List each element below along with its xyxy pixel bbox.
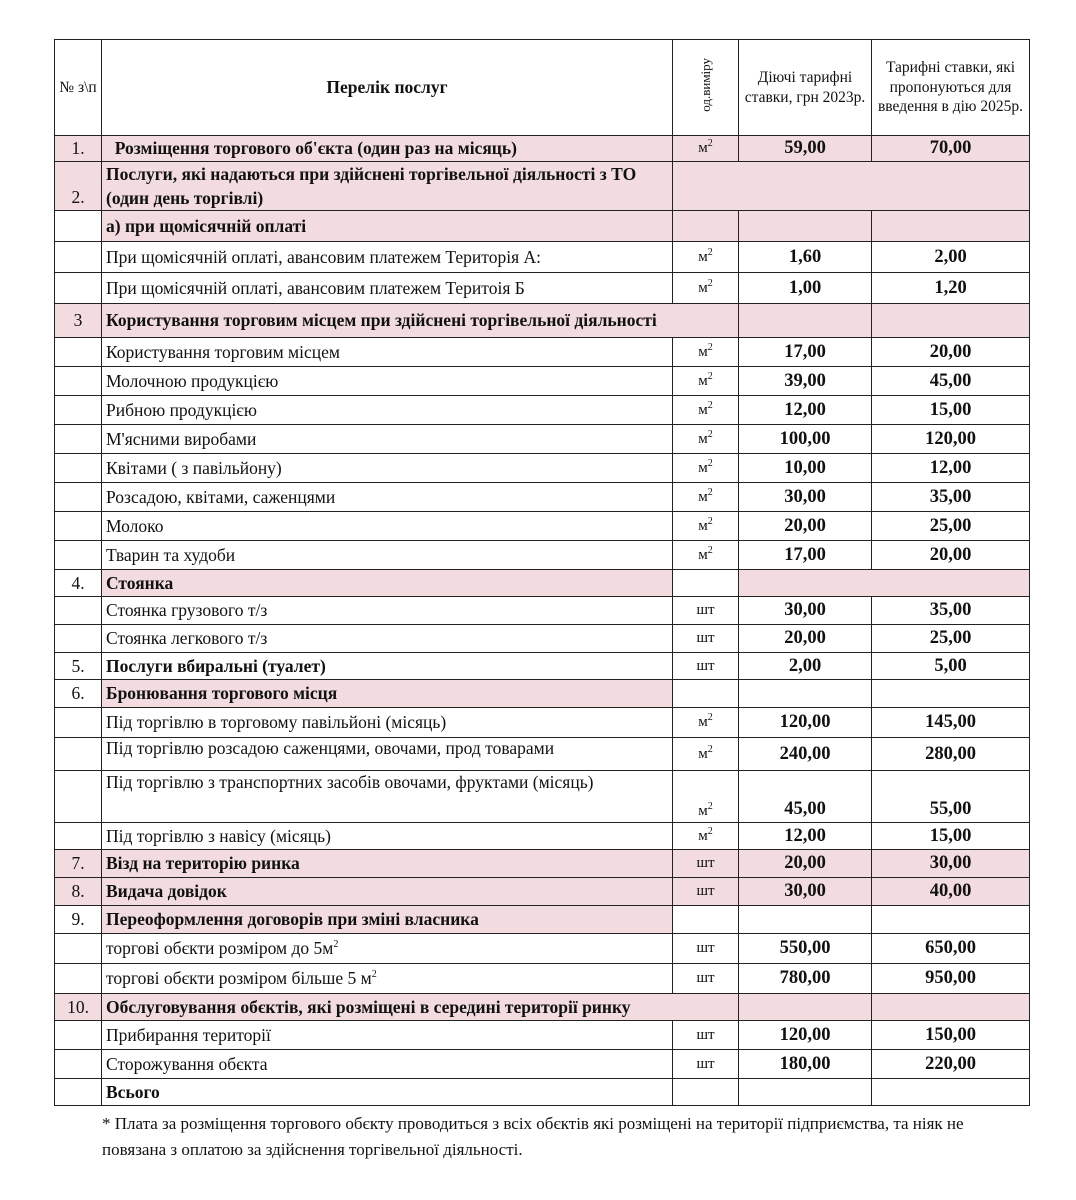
row-proposed-rate: 15,00	[872, 823, 1030, 850]
unit-m: м	[698, 803, 708, 819]
unit-exp: 2	[707, 399, 713, 411]
table-row	[55, 273, 1030, 304]
row-service: М'ясними виробами	[102, 425, 673, 454]
header-num: № з\п	[55, 40, 102, 136]
row-proposed-rate: 25,00	[872, 625, 1030, 653]
row-num	[55, 771, 102, 823]
unit-exp: 2	[707, 743, 713, 755]
row-proposed-rate: 2,00	[872, 242, 1030, 273]
row-num	[55, 708, 102, 738]
row-num: 7.	[55, 850, 102, 878]
row-service: Під торгівлю з навісу (місяць)	[102, 823, 673, 850]
row-unit: шт	[673, 1021, 739, 1050]
row-proposed-rate	[872, 680, 1030, 708]
row-current-rate: 12,00	[739, 823, 872, 850]
row-current-rate: 17,00	[739, 338, 872, 367]
row-service: Переоформлення договорів при зміні власника	[102, 906, 673, 934]
row-service: Під торгівлю в торговому павільйоні (місяць)	[102, 708, 673, 738]
row-num	[55, 425, 102, 454]
row-service: Сторожування обєкта	[102, 1050, 673, 1079]
row-service	[102, 934, 673, 964]
row-proposed-rate: 650,00	[872, 934, 1030, 964]
row-proposed-rate: 45,00	[872, 367, 1030, 396]
row-service-exp: 2	[371, 969, 377, 981]
row-current-rate: 30,00	[739, 878, 872, 906]
row-current-rate	[739, 994, 872, 1021]
row-unit	[673, 396, 739, 425]
unit-m: м	[698, 430, 708, 447]
row-num	[55, 1050, 102, 1079]
table-row	[55, 211, 1030, 242]
unit-exp: 2	[707, 801, 713, 812]
row-current-rate: 20,00	[739, 850, 872, 878]
row-current-rate: 30,00	[739, 483, 872, 512]
row-proposed-rate: 220,00	[872, 1050, 1030, 1079]
row-service: Візд на територію ринка	[102, 850, 673, 878]
table-row	[55, 242, 1030, 273]
row-proposed-rate: 35,00	[872, 483, 1030, 512]
row-unit	[673, 338, 739, 367]
row-service: Квітами ( з павільйону)	[102, 454, 673, 483]
header-unit	[673, 40, 739, 136]
row-num	[55, 273, 102, 304]
row-service: Всього	[102, 1079, 673, 1106]
row-unit: шт	[673, 625, 739, 653]
header-service-list: Перелік послуг	[102, 40, 673, 136]
unit-m: м	[698, 745, 708, 762]
row-service: Послуги вбиральні (туалет)	[102, 653, 673, 680]
row-service: Розсадою, квітами, саженцями	[102, 483, 673, 512]
table-row	[55, 994, 1030, 1021]
table-row	[55, 454, 1030, 483]
row-num	[55, 338, 102, 367]
row-unit	[673, 680, 739, 708]
row-current-rate	[739, 211, 872, 242]
row-unit	[673, 136, 739, 162]
row-proposed-rate	[872, 211, 1030, 242]
unit-exp: 2	[707, 457, 713, 469]
table-row	[55, 338, 1030, 367]
table-row	[55, 708, 1030, 738]
row-unit	[673, 738, 739, 771]
table-row	[55, 625, 1030, 653]
row-proposed-rate: 12,00	[872, 454, 1030, 483]
row-current-rate: 39,00	[739, 367, 872, 396]
row-service-exp: 2	[333, 939, 339, 951]
row-current-rate: 120,00	[739, 708, 872, 738]
table-row	[55, 570, 1030, 597]
unit-m: м	[698, 248, 708, 265]
row-num	[55, 597, 102, 625]
row-service: а) при щомісячній оплаті	[102, 211, 673, 242]
row-num	[55, 454, 102, 483]
row-num	[55, 541, 102, 570]
row-unit	[673, 823, 739, 850]
row-current-rate: 1,00	[739, 273, 872, 304]
row-service: Стоянка легкового т/з	[102, 625, 673, 653]
table-header-row	[55, 40, 1030, 136]
row-current-rate: 120,00	[739, 1021, 872, 1050]
row-unit	[673, 242, 739, 273]
row-proposed-rate	[872, 1079, 1030, 1106]
table-row	[55, 304, 1030, 338]
row-proposed-rate: 150,00	[872, 1021, 1030, 1050]
row-proposed-rate: 5,00	[872, 653, 1030, 680]
row-proposed-rate: 280,00	[872, 738, 1030, 771]
row-num	[55, 934, 102, 964]
unit-m: м	[698, 459, 708, 476]
unit-exp: 2	[707, 341, 713, 353]
tariff-table	[54, 39, 1030, 1106]
unit-exp: 2	[707, 712, 713, 723]
row-proposed-rate: 120,00	[872, 425, 1030, 454]
row-proposed-rate: 950,00	[872, 964, 1030, 994]
row-current-rate: 240,00	[739, 738, 872, 771]
row-current-rate: 1,60	[739, 242, 872, 273]
row-num: 2.	[55, 162, 102, 211]
row-proposed-rate: 30,00	[872, 850, 1030, 878]
row-service: Бронювання торгового місця	[102, 680, 673, 708]
row-proposed-rate	[872, 994, 1030, 1021]
row-service: Прибирання території	[102, 1021, 673, 1050]
unit-exp: 2	[707, 825, 713, 837]
row-num	[55, 367, 102, 396]
row-current-rate	[739, 680, 872, 708]
row-current-rate: 20,00	[739, 625, 872, 653]
row-num	[55, 211, 102, 242]
row-num	[55, 396, 102, 425]
row-current-rate: 20,00	[739, 512, 872, 541]
unit-exp: 2	[707, 486, 713, 498]
row-service: При щомісячній оплаті, авансовим платежем Територія А:	[102, 242, 673, 273]
row-unit	[673, 1079, 739, 1106]
table-row	[55, 738, 1030, 771]
unit-m: м	[698, 140, 708, 156]
row-unit	[673, 708, 739, 738]
row-proposed-rate: 25,00	[872, 512, 1030, 541]
row-unit	[673, 454, 739, 483]
unit-exp: 2	[707, 428, 713, 440]
unit-exp: 2	[707, 370, 713, 382]
row-num: 9.	[55, 906, 102, 934]
row-num	[55, 738, 102, 771]
row-service: Користування торговим місцем при здійснені торгівельної діяльності	[102, 304, 739, 338]
row-proposed-rate: 70,00	[872, 136, 1030, 162]
table-row	[55, 934, 1030, 964]
table-row	[55, 1050, 1030, 1079]
row-num: 10.	[55, 994, 102, 1021]
footnote: * Плата за розміщення торгового обєкту проводиться з всіх обєктів які розміщені на території підприємства, та ніяк не повязана з оплатою за здійснення торгівельної діяльності.	[102, 1114, 964, 1159]
table-row	[55, 367, 1030, 396]
table-row	[55, 964, 1030, 994]
row-num	[55, 242, 102, 273]
row-current-rate: 100,00	[739, 425, 872, 454]
row-unit: шт	[673, 850, 739, 878]
row-service: Молочною продукцією	[102, 367, 673, 396]
row-current-rate: 180,00	[739, 1050, 872, 1079]
row-proposed-rate: 20,00	[872, 541, 1030, 570]
table-row	[55, 878, 1030, 906]
table-row	[55, 483, 1030, 512]
row-current-rate	[739, 1079, 872, 1106]
row-service: Послуги, які надаються при здійснені торгівельної діяльності з ТО (один день торгівлі)	[102, 162, 673, 211]
row-current-rate	[739, 906, 872, 934]
row-num: 4.	[55, 570, 102, 597]
row-num	[55, 964, 102, 994]
row-service: Тварин та худоби	[102, 541, 673, 570]
row-blank	[739, 570, 1030, 597]
row-unit: шт	[673, 964, 739, 994]
row-num: 8.	[55, 878, 102, 906]
row-service: Під торгівлю з транспортних засобів овочами, фруктами (місяць)	[102, 771, 673, 823]
table-row-total	[55, 1079, 1030, 1106]
unit-m: м	[698, 279, 708, 296]
row-unit	[673, 541, 739, 570]
row-num	[55, 1079, 102, 1106]
row-unit	[673, 771, 739, 823]
row-service	[102, 136, 673, 162]
unit-m: м	[698, 827, 708, 844]
row-current-rate	[739, 304, 872, 338]
row-current-rate: 10,00	[739, 454, 872, 483]
unit-m: м	[698, 488, 708, 505]
row-proposed-rate: 55,00	[872, 771, 1030, 823]
table-row	[55, 653, 1030, 680]
row-num: 5.	[55, 653, 102, 680]
row-current-rate: 2,00	[739, 653, 872, 680]
row-service-text: Розміщення торгового об'єкта (один раз на місяць)	[114, 138, 517, 158]
row-current-rate: 17,00	[739, 541, 872, 570]
row-current-rate: 59,00	[739, 136, 872, 162]
row-proposed-rate	[872, 304, 1030, 338]
row-unit	[673, 367, 739, 396]
row-unit	[673, 570, 739, 597]
unit-m: м	[698, 401, 708, 418]
unit-exp: 2	[707, 515, 713, 527]
row-proposed-rate: 15,00	[872, 396, 1030, 425]
unit-m: м	[698, 343, 708, 360]
row-current-rate: 45,00	[739, 771, 872, 823]
row-blank	[673, 162, 1030, 211]
row-unit: шт	[673, 878, 739, 906]
table-row	[55, 541, 1030, 570]
table-row	[55, 906, 1030, 934]
row-num	[55, 512, 102, 541]
row-proposed-rate: 40,00	[872, 878, 1030, 906]
row-service: Молоко	[102, 512, 673, 541]
row-current-rate: 780,00	[739, 964, 872, 994]
unit-exp: 2	[707, 246, 713, 258]
row-service: Користування торговим місцем	[102, 338, 673, 367]
row-num	[55, 483, 102, 512]
table-row	[55, 425, 1030, 454]
row-service: Обслуговування обєктів, які розміщені в середині території ринку	[102, 994, 739, 1021]
row-num: 6.	[55, 680, 102, 708]
row-service: Під торгівлю розсадою саженцями, овочами, прод товарами	[102, 738, 673, 771]
row-service: Рибною продукцією	[102, 396, 673, 425]
table-row	[55, 597, 1030, 625]
row-current-rate: 30,00	[739, 597, 872, 625]
row-current-rate: 12,00	[739, 396, 872, 425]
table-row	[55, 823, 1030, 850]
unit-m: м	[698, 517, 708, 534]
row-proposed-rate	[872, 906, 1030, 934]
unit-m: м	[698, 714, 708, 730]
row-num	[55, 823, 102, 850]
unit-m: м	[698, 372, 708, 389]
unit-exp: 2	[707, 138, 713, 149]
row-service	[102, 964, 673, 994]
table-row	[55, 771, 1030, 823]
header-current-rates: Діючі тарифні ставки, грн 2023р.	[739, 40, 872, 136]
row-proposed-rate: 20,00	[872, 338, 1030, 367]
table-row	[55, 396, 1030, 425]
table-row	[55, 512, 1030, 541]
header-proposed-rates: Тарифні ставки, які пропонуються для введення в дію 2025р.	[872, 40, 1030, 136]
row-unit: шт	[673, 597, 739, 625]
row-proposed-rate: 35,00	[872, 597, 1030, 625]
table-row	[55, 1021, 1030, 1050]
row-proposed-rate: 145,00	[872, 708, 1030, 738]
row-unit	[673, 425, 739, 454]
row-num	[55, 1021, 102, 1050]
row-service: Видача довідок	[102, 878, 673, 906]
row-unit: шт	[673, 934, 739, 964]
row-unit: шт	[673, 1050, 739, 1079]
row-service-text: торгові обєкти розміром до 5м	[106, 938, 334, 958]
table-row	[55, 162, 1030, 211]
row-unit	[673, 906, 739, 934]
row-unit	[673, 512, 739, 541]
row-current-rate: 550,00	[739, 934, 872, 964]
unit-exp: 2	[707, 277, 713, 289]
row-unit	[673, 483, 739, 512]
table-row	[55, 680, 1030, 708]
header-unit-text: од.виміру	[697, 58, 713, 112]
row-service: При щомісячній оплаті, авансовим платежем Теритоія Б	[102, 273, 673, 304]
row-num: 3	[55, 304, 102, 338]
row-unit	[673, 211, 739, 242]
unit-m: м	[698, 546, 708, 563]
row-service: Стоянка	[102, 570, 673, 597]
unit-exp: 2	[707, 544, 713, 556]
row-num	[55, 625, 102, 653]
table-row	[55, 136, 1030, 162]
row-service-text: торгові обєкти розміром більше 5 м	[106, 968, 372, 988]
table-row	[55, 850, 1030, 878]
row-proposed-rate: 1,20	[872, 273, 1030, 304]
row-unit	[673, 273, 739, 304]
row-num: 1.	[55, 136, 102, 162]
row-service: Стоянка грузового т/з	[102, 597, 673, 625]
row-unit: шт	[673, 653, 739, 680]
